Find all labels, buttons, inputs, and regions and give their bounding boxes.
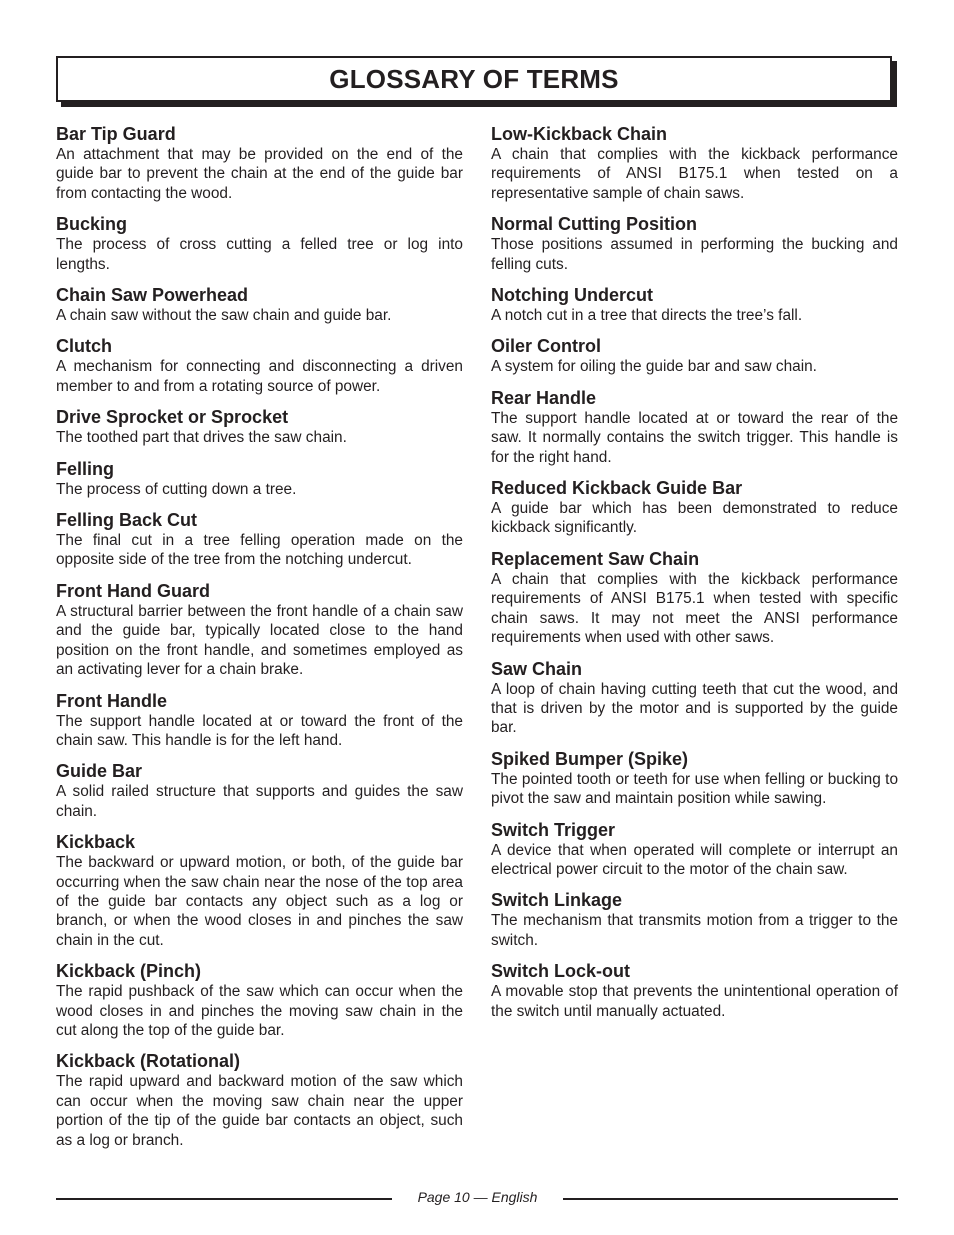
glossary-entry: [56, 336, 463, 396]
page-number-label: Page 10 — English: [417, 1189, 538, 1205]
glossary-term: Switch Lock-out: [491, 961, 630, 982]
glossary-term: Kickback (Rotational): [56, 1051, 241, 1072]
glossary-entry: [56, 124, 463, 203]
glossary-column-right: [491, 124, 898, 1032]
footer-rule-left: [56, 1198, 392, 1200]
glossary-term: Replacement Saw Chain: [491, 548, 700, 569]
glossary-column-left: [56, 124, 463, 1161]
page-title: GLOSSARY OF TERMS: [329, 63, 619, 94]
glossary-term: Reduced Kickback Guide Bar: [491, 478, 743, 499]
glossary-definition: The mechanism that transmits motion from a trigger to the switch.: [491, 912, 898, 949]
glossary-term: Bar Tip Guard: [56, 124, 176, 144]
glossary-definition: A chain that complies with the kickback performance requirements of ANSI B175.1 when tested on a representative sample of chain saws.: [491, 146, 898, 202]
glossary-definition: The support handle located at or toward the rear of the saw. It normally contains the switch trigger. This handle is for the right hand.: [491, 409, 898, 466]
glossary-definition: An attachment that may be provided on the end of the guide bar to prevent the chain at the end of the guide bar from contacting the wood.: [56, 146, 463, 202]
glossary-definition: The support handle located at or toward the front of the chain saw. This handle is for the left hand.: [56, 712, 463, 749]
glossary-definition: A system for oiling the guide bar and saw chain.: [491, 358, 817, 376]
glossary-entry: [56, 285, 463, 325]
glossary-entry: [56, 459, 463, 499]
glossary-entry: [56, 832, 463, 950]
glossary-definition: A chain that complies with the kickback performance requirements of ANSI B175.1 when tested with specific chain saws. It may not meet the ANSI performance requirements when used with other saws.: [491, 570, 898, 647]
glossary-definition: The process of cross cutting a felled tree or log into lengths.: [56, 236, 463, 273]
glossary-definition: A chain saw without the saw chain and guide bar.: [56, 307, 392, 325]
glossary-definition: The rapid pushback of the saw which can occur when the wood closes in and pinches the moving saw chain in the cut along the top of the guide bar.: [56, 983, 463, 1039]
glossary-term: Saw Chain: [491, 658, 583, 679]
glossary-entry: [56, 961, 463, 1040]
glossary-definition: The final cut in a tree felling operation made on the opposite side of the tree from the notching undercut.: [56, 532, 463, 569]
glossary-term: Chain Saw Powerhead: [56, 285, 249, 306]
title-box: [56, 56, 892, 102]
glossary-term: Switch Trigger: [491, 819, 616, 840]
glossary-entry: [491, 749, 898, 809]
glossary-definition: A solid railed structure that supports and guides the saw chain.: [56, 783, 463, 820]
glossary-definition: A mechanism for connecting and disconnecting a driven member to and from a rotating source of power.: [56, 358, 463, 395]
glossary-term: Notching Undercut: [491, 285, 653, 306]
glossary-term: Felling Back Cut: [56, 510, 198, 531]
glossary-term: Bucking: [56, 214, 128, 235]
glossary-entry: [491, 659, 898, 738]
glossary-term: Felling: [56, 458, 114, 479]
glossary-definition: The process of cutting down a tree.: [56, 480, 297, 498]
glossary-entry: [491, 890, 898, 950]
glossary-entry: [491, 285, 898, 325]
glossary-entry: [491, 388, 898, 467]
glossary-term: Guide Bar: [56, 761, 143, 782]
glossary-entry: [56, 510, 463, 570]
glossary-definition: A loop of chain having cutting teeth that cut the wood, and that is driven by the motor and is supported by the guide bar.: [491, 680, 898, 737]
glossary-entry: [491, 124, 898, 203]
glossary-term: Rear Handle: [491, 387, 597, 408]
glossary-term: Kickback (Pinch): [56, 961, 202, 982]
glossary-definition: The pointed tooth or teeth for use when felling or bucking to pivot the saw and maintain position while sawing.: [491, 770, 898, 808]
glossary-term: Front Hand Guard: [56, 580, 210, 601]
glossary-definition: The toothed part that drives the saw chain.: [56, 429, 347, 447]
glossary-term: Spiked Bumper (Spike): [491, 748, 689, 769]
glossary-definition: A device that when operated will complete or interrupt an electrical power circuit to the motor of the chain saw.: [491, 841, 898, 878]
glossary-definition: A guide bar which has been demonstrated to reduce kickback significantly.: [491, 500, 898, 537]
glossary-term: Switch Linkage: [491, 890, 623, 911]
glossary-entry: [491, 214, 898, 274]
glossary-entry: [491, 336, 898, 376]
glossary-entry: [56, 691, 463, 751]
glossary-definition: A notch cut in a tree that directs the tree’s fall.: [491, 307, 803, 325]
glossary-entry: [491, 478, 898, 538]
glossary-term: Kickback: [56, 832, 136, 853]
glossary-term: Front Handle: [56, 690, 167, 711]
glossary-definition: A movable stop that prevents the unintentional operation of the switch until manually actuated.: [491, 983, 898, 1020]
glossary-entry: [56, 214, 463, 274]
glossary-entry: [491, 549, 898, 648]
page-footer: [56, 1188, 898, 1208]
glossary-definition: A structural barrier between the front handle of a chain saw and the guide bar, typically located close to the hand position on the front handle, and sometimes employed as an activating lever for a chain brake.: [56, 602, 463, 679]
glossary-entry: [56, 761, 463, 821]
glossary-entry: [491, 820, 898, 880]
glossary-term: Low-Kickback Chain: [491, 124, 668, 144]
glossary-entry: [56, 1051, 463, 1150]
glossary-entry: [56, 407, 463, 447]
glossary-definition: The backward or upward motion, or both, of the guide bar occurring when the saw chain near the nose of the top area of the guide bar contacts any object such as a log or branch, or when the wood closes in and pinches the saw chain in the cut.: [56, 854, 463, 949]
glossary-term: Clutch: [56, 336, 112, 357]
glossary-definition: The rapid upward and backward motion of the saw which can occur when the moving saw chain near the upper portion of the tip of the guide bar contacts an object, such as a log or branch.: [56, 1073, 463, 1149]
glossary-entry: [491, 961, 898, 1021]
glossary-entry: [56, 581, 463, 680]
glossary-definition: Those positions assumed in performing the bucking and felling cuts.: [491, 236, 898, 273]
glossary-term: Normal Cutting Position: [491, 214, 697, 235]
glossary-term: Drive Sprocket or Sprocket: [56, 407, 289, 428]
footer-rule-right: [563, 1198, 898, 1200]
glossary-term: Oiler Control: [491, 336, 602, 357]
